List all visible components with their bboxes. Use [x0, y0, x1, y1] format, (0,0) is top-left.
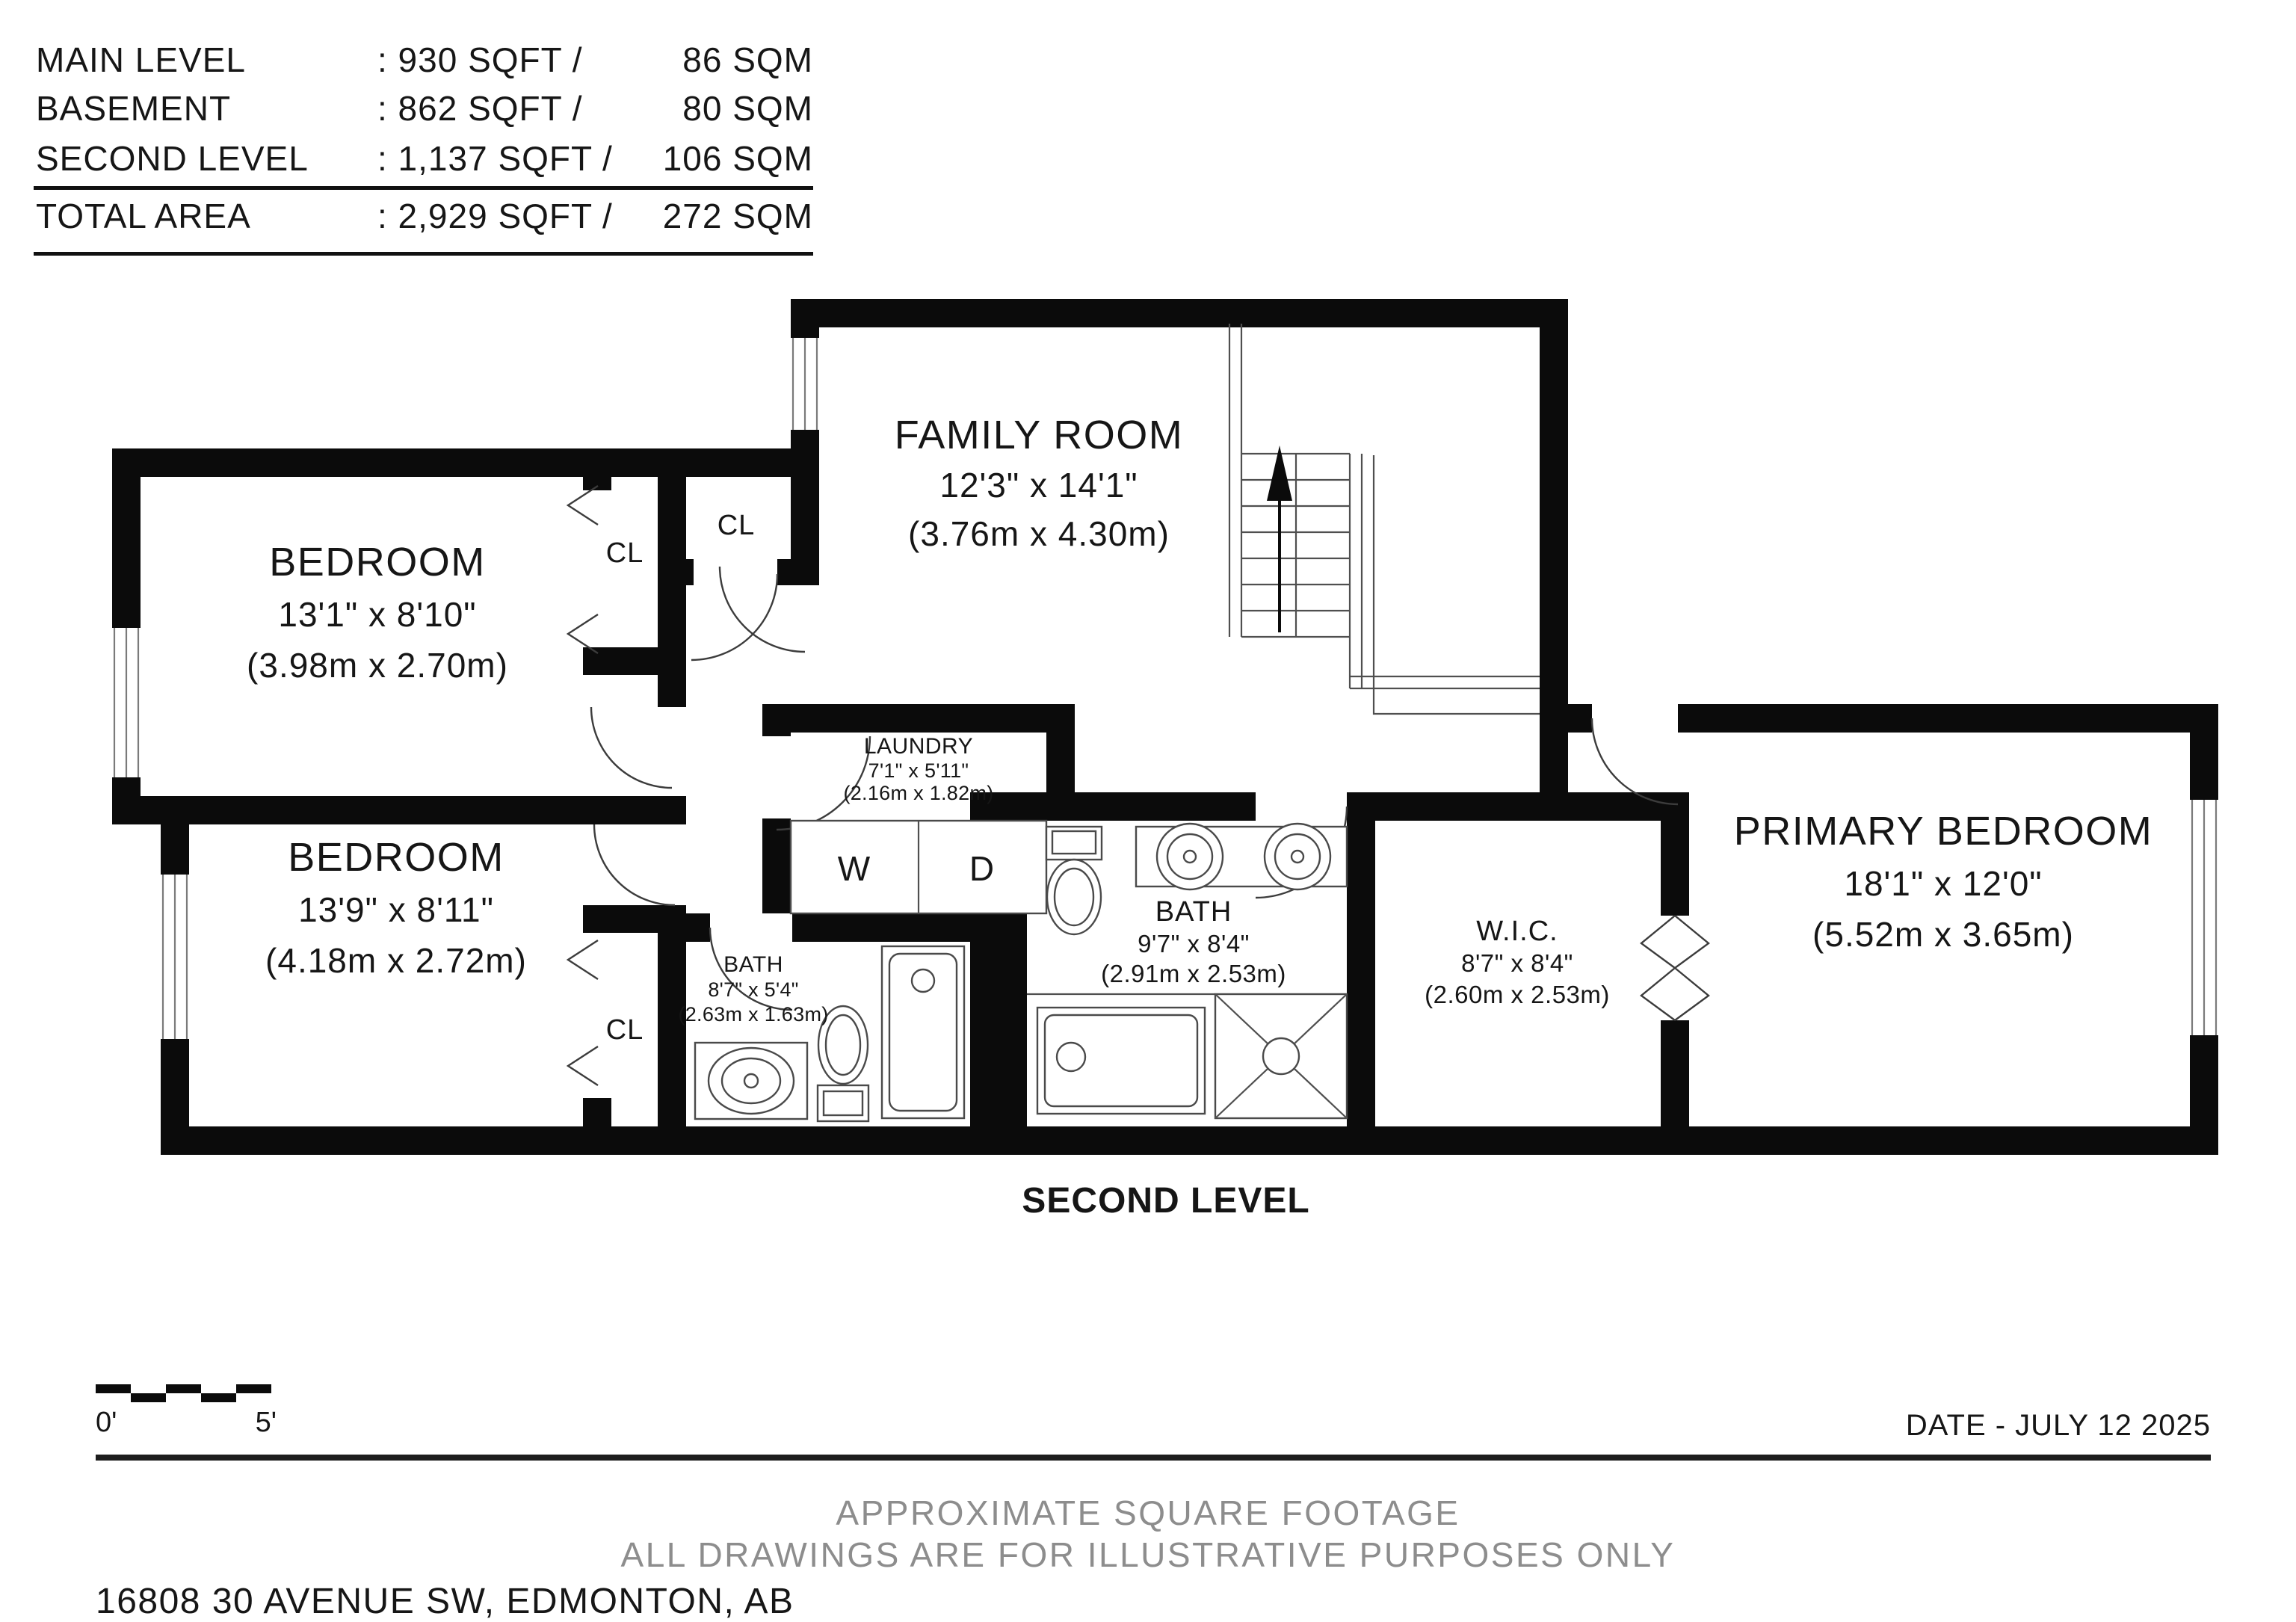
- room-label-bath-main: [1101, 896, 1286, 987]
- footer-disclaimer-1: APPROXIMATE SQUARE FOOTAGE: [836, 1493, 1460, 1532]
- room-label-wic: [1425, 916, 1610, 1008]
- doorway-chevron: [1675, 916, 1709, 1020]
- staircase: [1229, 324, 1540, 714]
- area-row-value: : 862 SQFT /: [377, 89, 583, 128]
- room-dims-metric: (2.91m x 2.53m): [1101, 960, 1286, 987]
- room-dims-imperial: 8'7" x 5'4": [708, 978, 799, 1001]
- room-dims-imperial: 8'7" x 8'4": [1461, 949, 1573, 977]
- room-dims-imperial: 9'7" x 8'4": [1138, 930, 1250, 958]
- washer-label: W: [837, 849, 871, 888]
- room-label-bath-small: [678, 952, 828, 1026]
- room-dims-metric: (3.98m x 2.70m): [247, 646, 508, 685]
- date-label: DATE - JULY 12 2025: [1905, 1409, 2211, 1442]
- area-row-label: SECOND LEVEL: [36, 139, 309, 178]
- room-name: FAMILY ROOM: [894, 413, 1184, 457]
- table-rule: [34, 186, 813, 190]
- sink-vanity-icon: [695, 1043, 807, 1119]
- room-dims-imperial: 7'1" x 5'11": [868, 759, 969, 782]
- door-arc: [691, 574, 777, 660]
- room-dims-metric: (2.16m x 1.82m): [843, 782, 994, 804]
- area-row-value: : 1,137 SQFT /: [377, 139, 613, 178]
- doorway-chevron: [1641, 916, 1675, 1020]
- window: [791, 338, 819, 430]
- bathtub-icon: [1037, 1008, 1205, 1114]
- room-dims-imperial: 13'9" x 8'11": [298, 890, 494, 929]
- bathtub-icon: [882, 946, 964, 1118]
- table-rule: [34, 252, 813, 256]
- room-name: BEDROOM: [288, 835, 504, 880]
- closet-label: CL: [605, 537, 644, 569]
- bifold-chevron: [568, 1046, 598, 1085]
- toilet-icon: [1046, 827, 1102, 934]
- washer-dryer: [791, 821, 1046, 913]
- property-address: 16808 30 AVENUE SW, EDMONTON, AB: [96, 1582, 794, 1621]
- area-row-value: : 930 SQFT /: [377, 40, 583, 79]
- area-row-label: MAIN LEVEL: [36, 40, 246, 79]
- room-dims-metric: (4.18m x 2.72m): [265, 941, 527, 980]
- closet-label: CL: [605, 1014, 644, 1046]
- room-label-bedroom-top: [247, 540, 508, 685]
- room-name: BATH: [723, 952, 783, 977]
- door-arc: [594, 824, 675, 905]
- area-row-label: TOTAL AREA: [36, 197, 251, 235]
- door-arc: [1592, 718, 1678, 804]
- room-dims-metric: (3.76m x 4.30m): [908, 514, 1170, 553]
- area-row-sqm: 106 SQM: [662, 139, 813, 178]
- window: [2190, 800, 2218, 1035]
- room-dims-imperial: 13'1" x 8'10": [278, 595, 477, 634]
- area-row-value: : 2,929 SQFT /: [377, 197, 613, 235]
- area-table: [34, 40, 813, 256]
- bifold-chevron: [568, 940, 598, 979]
- floor-plan: [112, 299, 2218, 1221]
- room-dims-imperial: 18'1" x 12'0": [1844, 864, 2043, 903]
- level-title: SECOND LEVEL: [1022, 1181, 1310, 1221]
- footer: [96, 1493, 1675, 1621]
- footer-rule: [96, 1455, 2211, 1461]
- room-label-bedroom-bottom: [265, 835, 527, 980]
- area-row-sqm: 80 SQM: [682, 89, 813, 128]
- scale-start-label: 0': [96, 1407, 117, 1438]
- room-dims-metric: (2.63m x 1.63m): [678, 1003, 829, 1026]
- room-name: BEDROOM: [269, 540, 486, 585]
- bifold-chevron: [568, 486, 598, 525]
- window: [161, 875, 189, 1039]
- room-dims-metric: (2.60m x 2.53m): [1425, 981, 1610, 1008]
- scale-bar: [96, 1384, 277, 1438]
- room-name: LAUNDRY: [863, 734, 974, 759]
- double-sink-vanity-icon: [1136, 824, 1347, 889]
- area-row-sqm: 86 SQM: [682, 40, 813, 79]
- scale-end-label: 5': [255, 1407, 277, 1438]
- footer-disclaimer-2: ALL DRAWINGS ARE FOR ILLUSTRATIVE PURPOSES ONLY: [620, 1535, 1676, 1574]
- closet-label: CL: [717, 510, 756, 541]
- room-dims-imperial: 12'3" x 14'1": [939, 466, 1138, 505]
- room-dims-metric: (5.52m x 3.65m): [1812, 915, 2074, 954]
- room-label-primary: [1734, 809, 2153, 954]
- room-label-family-room: [895, 413, 1184, 553]
- room-name: PRIMARY BEDROOM: [1733, 809, 2153, 854]
- room-name: BATH: [1155, 896, 1232, 928]
- room-name: W.I.C.: [1476, 916, 1558, 947]
- room-label-laundry: [843, 734, 993, 804]
- area-row-sqm: 272 SQM: [662, 197, 813, 235]
- door-arc: [591, 707, 672, 788]
- window: [112, 628, 141, 777]
- shower-icon: [1215, 994, 1347, 1118]
- area-row-label: BASEMENT: [36, 89, 232, 128]
- dryer-label: D: [969, 849, 996, 888]
